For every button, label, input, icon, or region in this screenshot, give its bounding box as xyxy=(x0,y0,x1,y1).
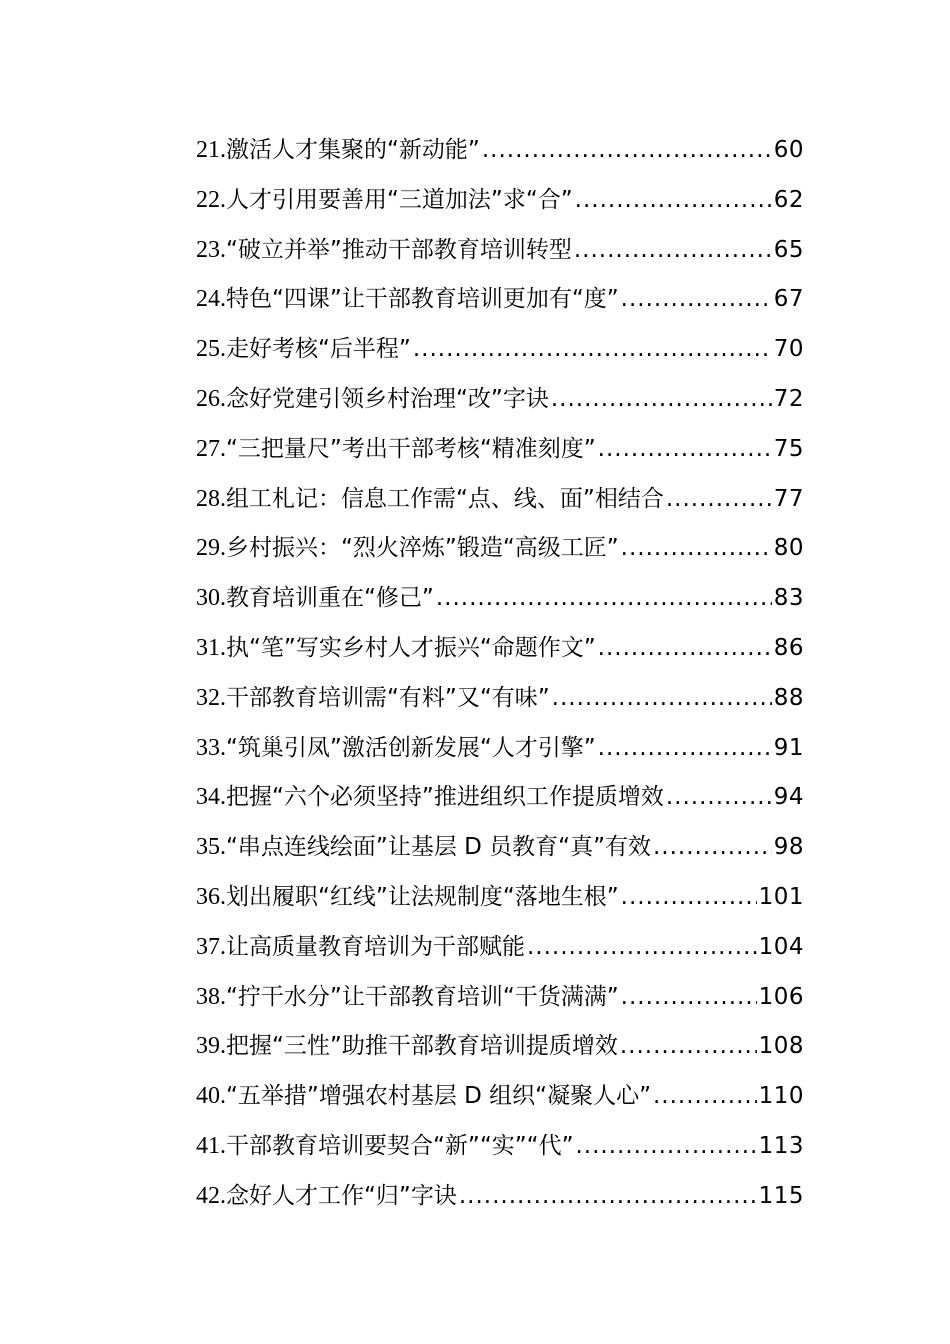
entry-title: “拧干水分”让干部教育培训“干货满满” xyxy=(226,983,619,1010)
entry-title: 教育培训重在“修己” xyxy=(226,585,434,612)
entry-title: “五举措”增强农村基层 D 组织“凝聚人心” xyxy=(226,1083,651,1110)
entry-page-number: 72 xyxy=(773,385,804,412)
dot-leader xyxy=(653,823,772,873)
entry-page-number: 62 xyxy=(773,186,804,213)
toc-entry[interactable] xyxy=(196,1072,804,1122)
entry-number: 25. xyxy=(196,336,226,363)
toc-entry[interactable] xyxy=(196,574,804,624)
toc-entry[interactable] xyxy=(196,524,804,574)
entry-number: 37. xyxy=(196,933,226,960)
entry-number: 32. xyxy=(196,684,226,711)
dot-leader xyxy=(621,524,772,574)
entry-number: 29. xyxy=(196,535,226,562)
toc-entry[interactable] xyxy=(196,1122,804,1172)
entry-title: 走好考核“后半程” xyxy=(226,336,411,363)
entry-page-number: 94 xyxy=(773,784,804,811)
entry-title: 特色“四课”让干部教育培训更加有“度” xyxy=(226,286,619,313)
entry-number: 35. xyxy=(196,834,226,861)
toc-entry[interactable] xyxy=(196,1022,804,1072)
entry-number: 22. xyxy=(196,186,226,213)
entry-page-number: 104 xyxy=(758,933,804,960)
entry-number: 40. xyxy=(196,1083,226,1110)
dot-leader xyxy=(552,674,772,724)
toc-entry[interactable] xyxy=(196,275,804,325)
entry-page-number: 88 xyxy=(773,684,804,711)
toc-entry[interactable] xyxy=(196,823,804,873)
dot-leader xyxy=(576,1122,757,1172)
entry-page-number: 86 xyxy=(773,634,804,661)
toc-entry[interactable] xyxy=(196,325,804,375)
entry-title: 激活人才集聚的“新动能” xyxy=(226,137,480,163)
entry-number: 21. xyxy=(196,137,226,163)
toc-entry[interactable] xyxy=(196,226,804,276)
dot-leader xyxy=(621,973,757,1023)
table-of-contents xyxy=(196,126,804,1222)
toc-entry[interactable] xyxy=(196,126,804,176)
entry-page-number: 65 xyxy=(773,236,804,263)
entry-title: 划出履职“红线”让法规制度“落地生根” xyxy=(226,883,619,910)
dot-leader xyxy=(413,325,772,375)
dot-leader xyxy=(598,624,772,674)
toc-entry[interactable] xyxy=(196,873,804,923)
entry-title: 乡村振兴：“烈火淬炼”锻造“高级工匠” xyxy=(226,535,619,562)
entry-page-number: 108 xyxy=(758,1033,804,1060)
dot-leader xyxy=(621,873,757,923)
entry-title: “串点连线绘面”让基层 D 员教育“真”有效 xyxy=(226,834,651,861)
entry-page-number: 80 xyxy=(773,535,804,562)
toc-entry[interactable] xyxy=(196,923,804,973)
entry-title: 把握“三性”助推干部教育培训提质增效 xyxy=(226,1033,618,1060)
entry-number: 42. xyxy=(196,1182,226,1209)
entry-page-number: 110 xyxy=(758,1083,804,1110)
dot-leader xyxy=(620,1022,757,1072)
entry-page-number: 91 xyxy=(773,734,804,761)
entry-page-number: 60 xyxy=(773,137,804,163)
entry-number: 39. xyxy=(196,1033,226,1060)
dot-leader xyxy=(666,475,772,525)
entry-number: 34. xyxy=(196,784,226,811)
toc-entry[interactable] xyxy=(196,624,804,674)
entry-title: 执“笔”写实乡村人才振兴“命题作文” xyxy=(226,634,596,661)
entry-number: 33. xyxy=(196,734,226,761)
toc-entry[interactable] xyxy=(196,1172,804,1222)
entry-number: 27. xyxy=(196,435,226,462)
entry-number: 38. xyxy=(196,983,226,1010)
entry-title: 人才引用要善用“三道加法”求“合” xyxy=(226,186,573,213)
dot-leader xyxy=(436,574,772,624)
toc-entry[interactable] xyxy=(196,773,804,823)
entry-page-number: 115 xyxy=(758,1182,804,1209)
entry-number: 24. xyxy=(196,286,226,313)
entry-title: 干部教育培训需“有料”又“有味” xyxy=(226,684,550,711)
entry-number: 31. xyxy=(196,634,226,661)
dot-leader xyxy=(666,773,772,823)
toc-entry[interactable] xyxy=(196,973,804,1023)
entry-title: “三把量尺”考出干部考核“精准刻度” xyxy=(226,435,596,462)
entry-page-number: 67 xyxy=(773,286,804,313)
entry-number: 23. xyxy=(196,236,226,263)
toc-entry[interactable] xyxy=(196,176,804,226)
dot-leader xyxy=(598,425,772,475)
entry-title: 把握“六个必须坚持”推进组织工作提质增效 xyxy=(226,784,664,811)
entry-title: “筑巢引凤”激活创新发展“人才引擎” xyxy=(226,734,596,761)
entry-page-number: 113 xyxy=(758,1132,804,1159)
entry-title: “破立并举”推动干部教育培训转型 xyxy=(226,236,572,263)
entry-title: 组工札记：信息工作需“点、线、面”相结合 xyxy=(226,485,664,512)
toc-entry[interactable] xyxy=(196,724,804,774)
entry-number: 26. xyxy=(196,385,226,412)
entry-number: 36. xyxy=(196,883,226,910)
dot-leader xyxy=(574,226,772,276)
toc-entry[interactable] xyxy=(196,375,804,425)
entry-title: 干部教育培训要契合“新”“实”“代” xyxy=(226,1132,574,1159)
toc-entry[interactable] xyxy=(196,475,804,525)
toc-entry[interactable] xyxy=(196,674,804,724)
dot-leader xyxy=(527,923,757,973)
dot-leader xyxy=(551,375,772,425)
entry-number: 28. xyxy=(196,485,226,512)
entry-number: 30. xyxy=(196,585,226,612)
dot-leader xyxy=(482,126,772,176)
dot-leader xyxy=(598,724,772,774)
toc-entry[interactable] xyxy=(196,425,804,475)
entry-title: 念好人才工作“归”字诀 xyxy=(226,1182,457,1209)
entry-title: 让高质量教育培训为干部赋能 xyxy=(226,933,525,960)
dot-leader xyxy=(653,1072,757,1122)
entry-page-number: 106 xyxy=(758,983,804,1010)
entry-number: 41. xyxy=(196,1132,226,1159)
entry-page-number: 101 xyxy=(758,883,804,910)
entry-page-number: 77 xyxy=(773,485,804,512)
entry-page-number: 83 xyxy=(773,585,804,612)
dot-leader xyxy=(459,1172,757,1222)
dot-leader xyxy=(621,275,772,325)
entry-page-number: 70 xyxy=(773,336,804,363)
entry-page-number: 98 xyxy=(773,834,804,861)
entry-page-number: 75 xyxy=(773,435,804,462)
entry-title: 念好党建引领乡村治理“改”字诀 xyxy=(226,385,549,412)
dot-leader xyxy=(575,176,772,226)
